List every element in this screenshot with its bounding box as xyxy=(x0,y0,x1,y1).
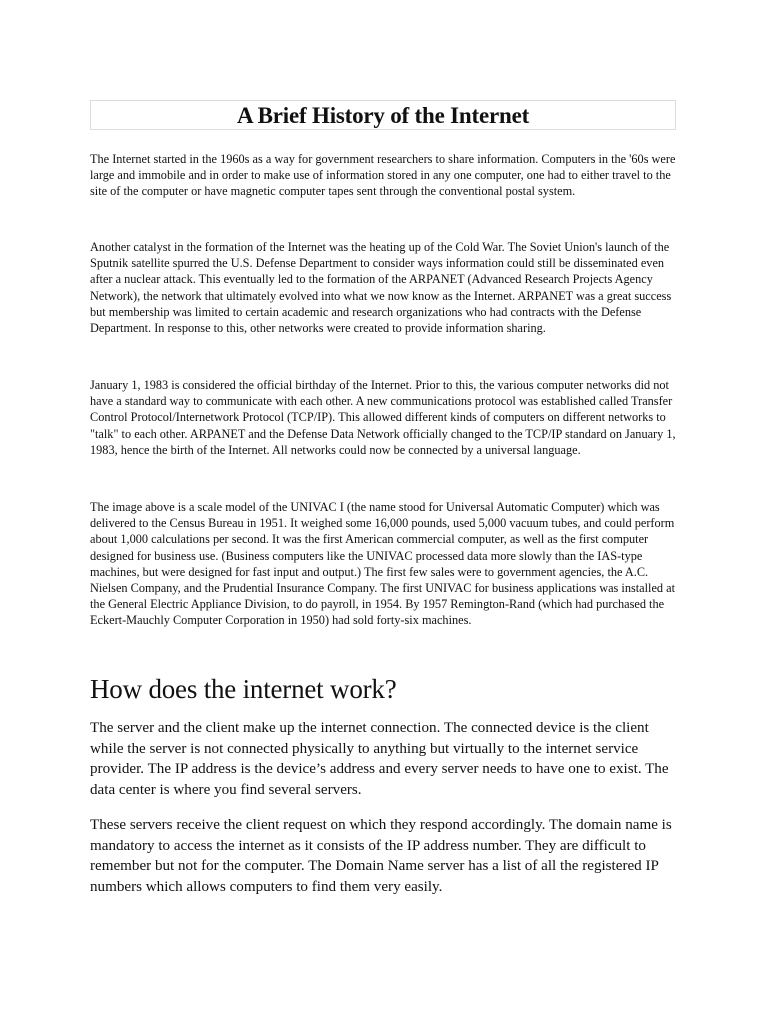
section-paragraph-2: These servers receive the client request on which they respond accordingly. The domain name is mandatory to access the internet as it consists of the IP address number. They are difficult to remember but not for the computer. The Domain Name server has a list of all the registered IP numbers which allows computers to find them very easily. xyxy=(90,817,672,895)
section-heading: How does the internet work? xyxy=(90,674,397,704)
history-paragraph-3: January 1, 1983 is considered the official birthday of the Internet. Prior to this, the various computer networks did not have a standard way to communicate with each other. A new communications protocol was established called Transfer Control Protocol/Internetwork Protocol (TCP/IP). This allowed different kinds of computers on different networks to "talk" to each other. ARPANET and the Defense Data Network officially changed to the TCP/IP standard on January 1, 1983, hence the birth of the Internet. All networks could now be connected by a universal language. xyxy=(90,378,676,457)
history-paragraph-4: The image above is a scale model of the UNIVAC I (the name stood for Universal Automatic Computer) which was delivered to the Census Bureau in 1951. It weighed some 16,000 pounds, used 5,000 vacuum tubes, and could perform about 1,000 calculations per second. It was the first American commercial computer, as well as the first computer designed for business use. (Business computers like the UNIVAC processed data more slowly than the IAS-type machines, but were designed for fast input and output.) The first few sales were to government agencies, the A.C. Nielsen Company, and the Prudential Insurance Company. The first UNIVAC for business applications was installed at the General Electric Appliance Division, to do payroll, in 1954. By 1957 Remington-Rand (which had purchased the Eckert-Mauchly Computer Corporation in 1950) had sold forty-six machines. xyxy=(90,500,676,628)
history-paragraph-1: The Internet started in the 1960s as a way for government researchers to share information. Computers in the '60s were large and immobile and in order to make use of information stored in any one computer, one had to either travel to the site of the computer or have magnetic computer tapes sent through the conventional postal system. xyxy=(90,152,676,199)
section-paragraph-1: The server and the client make up the internet connection. The connected device is the client while the server is not connected physically to anything but virtually to the internet service provider. The IP address is the device’s address and every server needs to have one to exist. The data center is where you find several servers. xyxy=(90,720,669,798)
page-title: A Brief History of the Internet xyxy=(236,103,530,128)
history-paragraph-2: Another catalyst in the formation of the Internet was the heating up of the Cold War. The Soviet Union's launch of the Sputnik satellite spurred the U.S. Defense Department to consider ways information could still be disseminated even after a nuclear attack. This eventually led to the formation of the ARPANET (Advanced Research Projects Agency Network), the network that ultimately evolved into what we now know as the Internet. ARPANET was a great success but membership was limited to certain academic and research organizations who had contracts with the Defense Department. In response to this, other networks were created to provide information sharing. xyxy=(90,240,672,336)
